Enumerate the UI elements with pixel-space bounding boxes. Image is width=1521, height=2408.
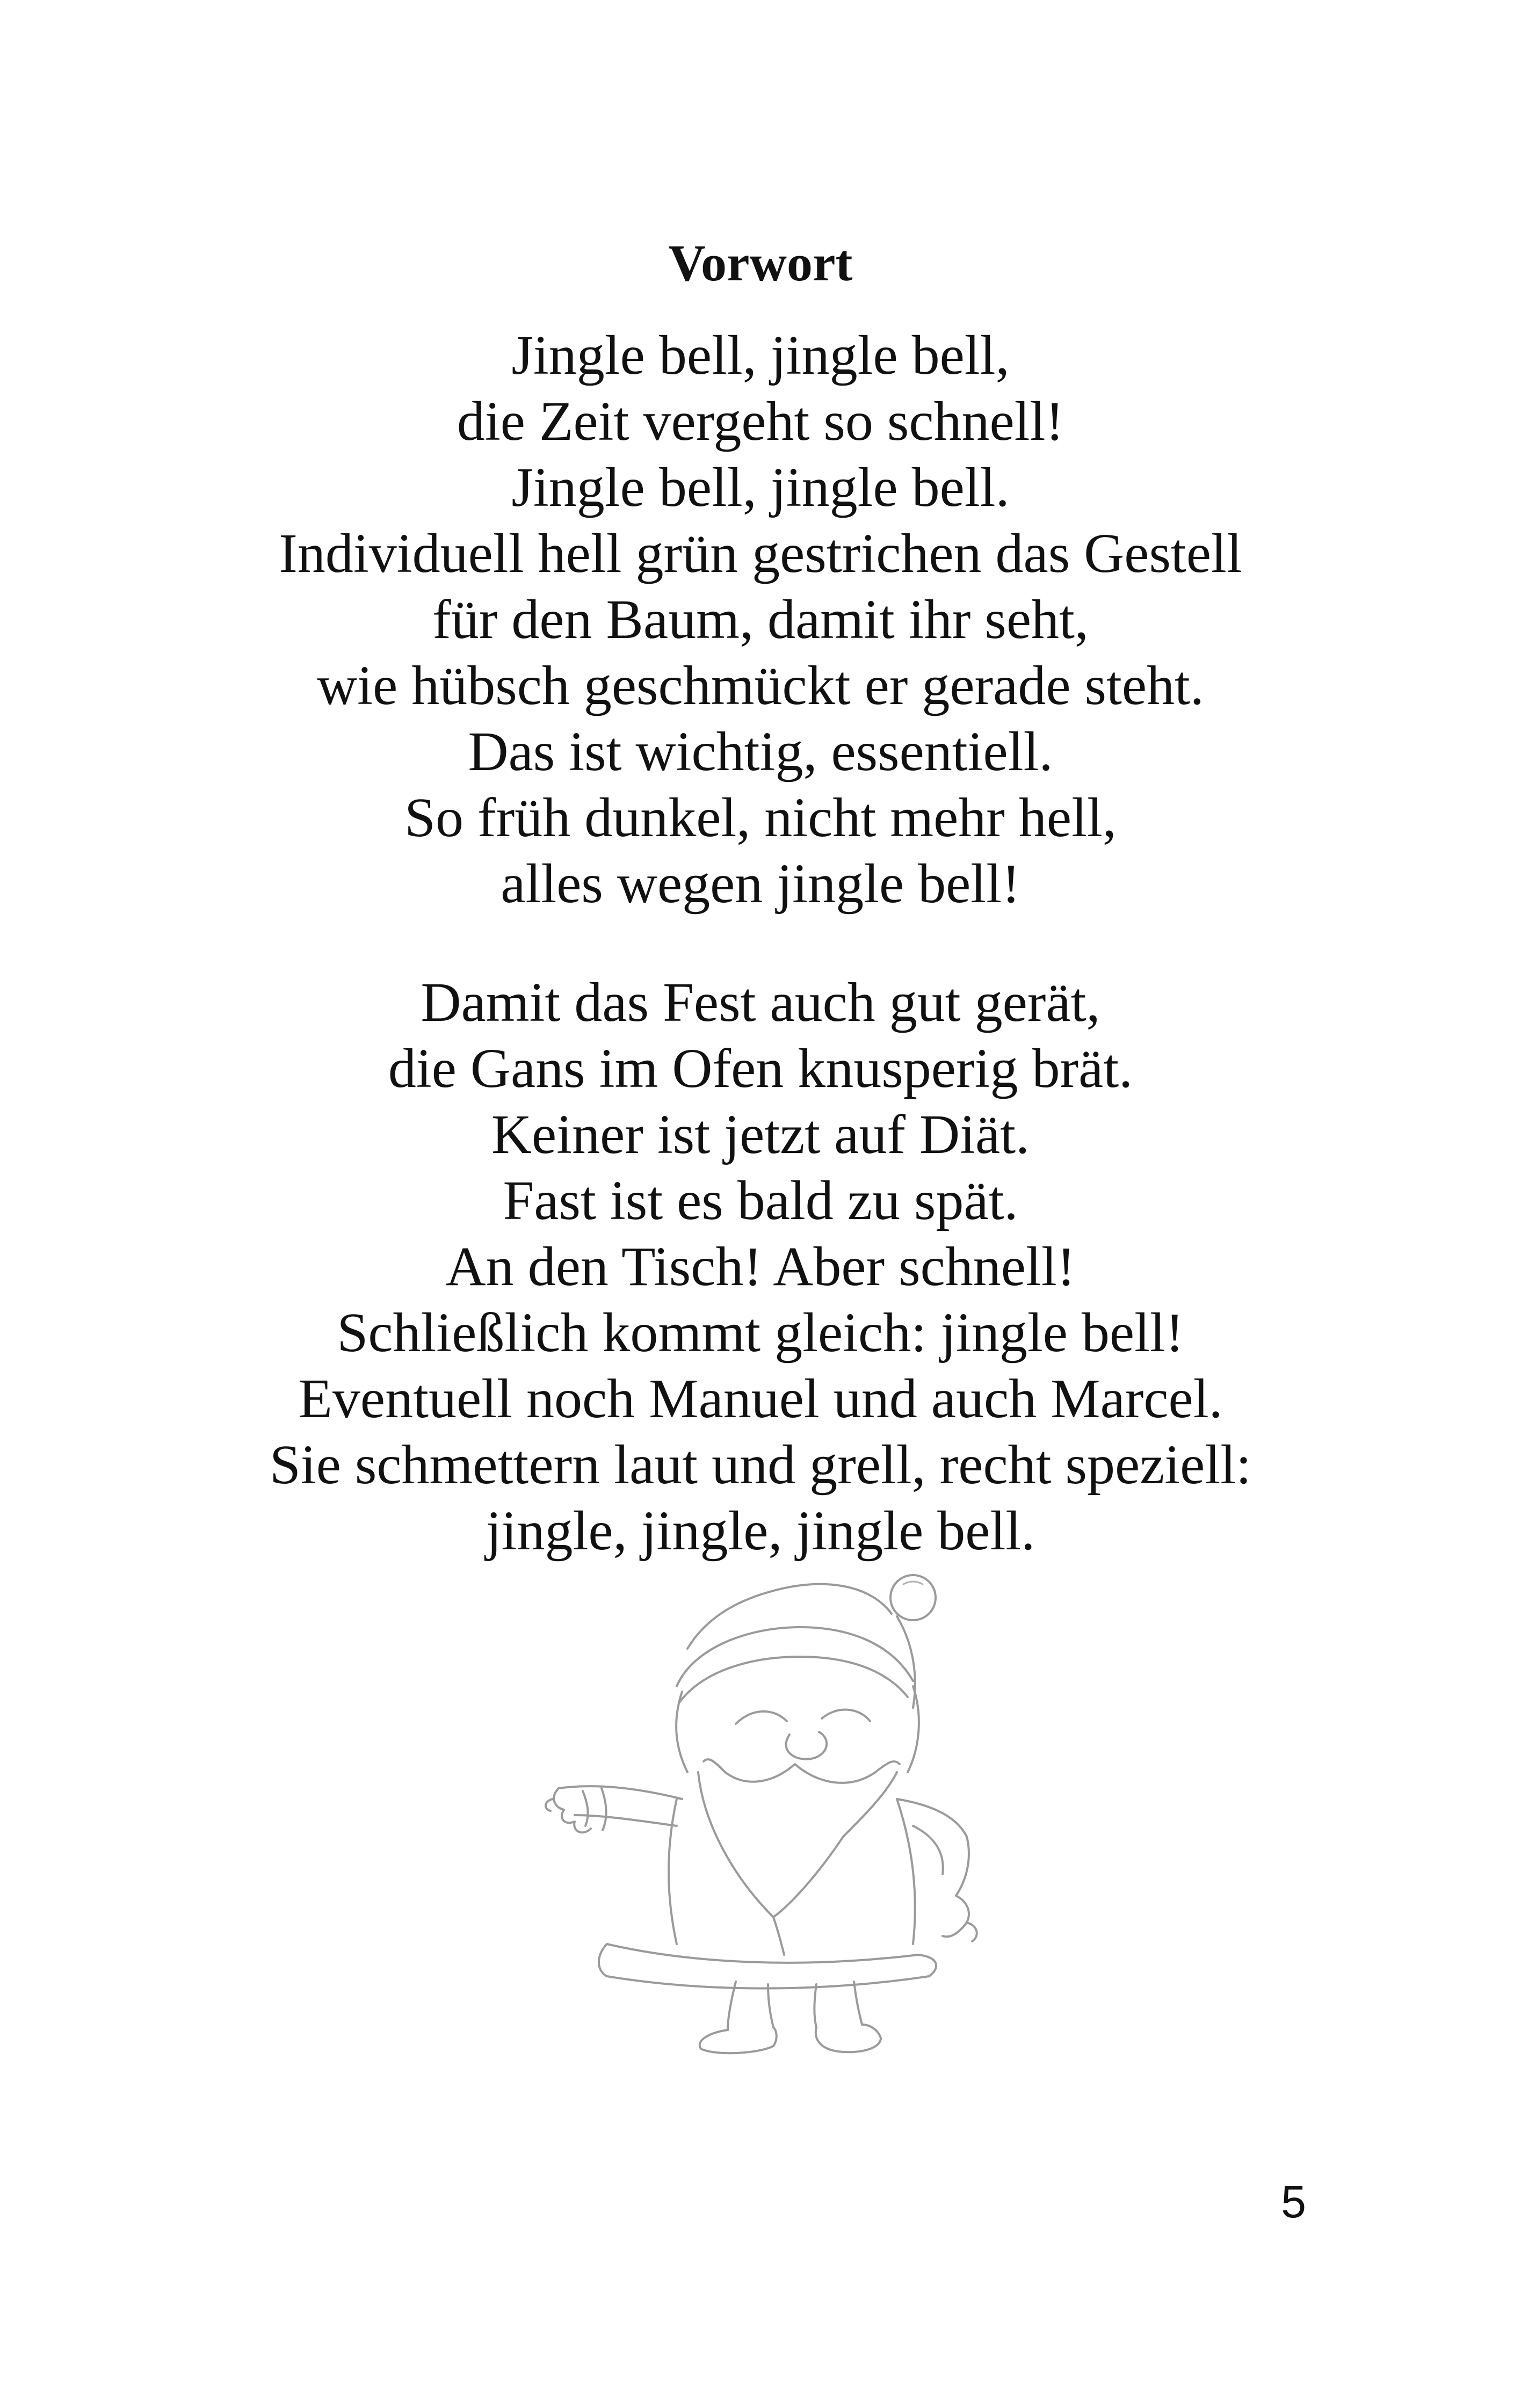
poem-stanza-1 (0, 322, 1521, 917)
poem-line: jingle, jingle, jingle bell. (486, 1500, 1035, 1562)
poem-line: Schließlich kommt gleich: jingle bell! (337, 1302, 1184, 1363)
poem-line: die Gans im Ofen knusperig brät. (388, 1038, 1133, 1099)
poem-line: Fast ist es bald zu spät. (503, 1170, 1018, 1231)
poem-line: alles wegen jingle bell! (501, 853, 1020, 915)
page-number: 5 (1281, 2177, 1306, 2227)
poem-line: Jingle bell, jingle bell, (511, 324, 1010, 386)
santa-claus-icon (542, 1547, 999, 2057)
poem-line: Damit das Fest auch gut gerät, (421, 971, 1100, 1033)
poem-line: Sie schmettern laut und grell, recht speziell: (269, 1434, 1252, 1496)
page-title: Vorwort (668, 234, 853, 292)
poem-line: für den Baum, damit ihr seht, (432, 589, 1089, 650)
poem-line: Keiner ist jetzt auf Diät. (491, 1104, 1030, 1165)
poem-line: die Zeit vergeht so schnell! (457, 390, 1064, 452)
poem-line: Jingle bell, jingle bell. (511, 456, 1010, 518)
poem-stanza-2 (0, 969, 1521, 1564)
poem-line: wie hübsch geschmückt er gerade steht. (317, 655, 1204, 716)
poem-line: Individuell hell grün gestrichen das Gestell (279, 523, 1242, 584)
poem-line: Das ist wichtig, essentiell. (468, 721, 1053, 782)
poem-line: An den Tisch! Aber schnell! (445, 1236, 1076, 1297)
poem-line: So früh dunkel, nicht mehr hell, (404, 787, 1117, 848)
poem-line: Eventuell noch Manuel und auch Marcel. (298, 1368, 1223, 1430)
